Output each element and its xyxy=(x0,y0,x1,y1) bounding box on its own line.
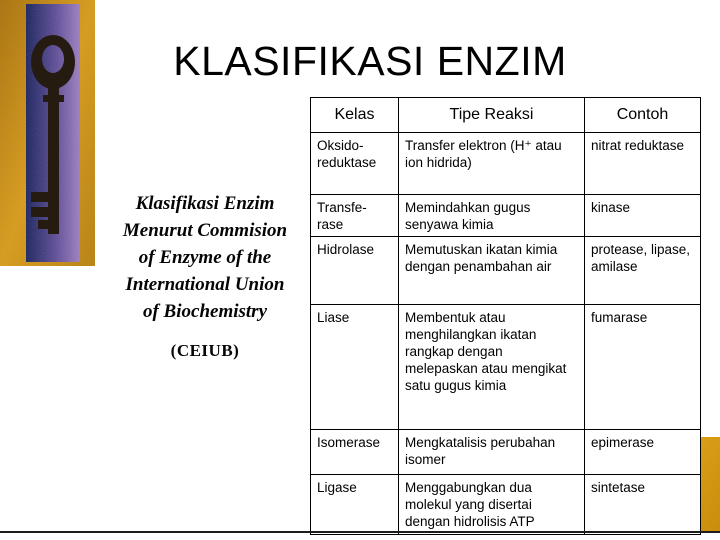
cell-tipe-reaksi: Memindahkan gugus senyawa kimia xyxy=(399,195,585,237)
bottom-divider xyxy=(0,531,720,533)
key-photo-panel xyxy=(0,0,95,266)
cell-kelas: Isomerase xyxy=(311,430,399,475)
cell-contoh: nitrat reduktase xyxy=(585,133,701,195)
caption-line: Klasifikasi Enzim xyxy=(135,193,275,214)
cell-kelas: Ligase xyxy=(311,475,399,535)
table-row xyxy=(311,475,701,535)
header-kelas: Kelas xyxy=(311,98,399,133)
page-title: KLASIFIKASI ENZIM xyxy=(173,38,567,84)
table-row xyxy=(311,237,701,305)
cell-kelas: Oksido-reduktase xyxy=(311,133,399,195)
cell-tipe-reaksi: Membentuk atau menghilangkan ikatan rangkap dengan melepaskan atau mengikat satu gugus kimia xyxy=(399,305,585,430)
key-icon xyxy=(0,0,95,266)
table-row xyxy=(311,133,701,195)
header-contoh: Contoh xyxy=(585,98,701,133)
cell-contoh: epimerase xyxy=(585,430,701,475)
caption-line: of Biochemistry xyxy=(142,301,268,322)
cell-contoh: fumarase xyxy=(585,305,701,430)
cell-tipe-reaksi: Memutuskan ikatan kimia dengan penambahan air xyxy=(399,237,585,305)
table-row xyxy=(311,195,701,237)
cell-kelas: Liase xyxy=(311,305,399,430)
caption-line: Menurut Commision xyxy=(122,220,288,241)
cell-kelas: Hidrolase xyxy=(311,237,399,305)
cell-contoh: sintetase xyxy=(585,475,701,535)
cell-contoh: protease, lipase, amilase xyxy=(585,237,701,305)
cell-contoh: kinase xyxy=(585,195,701,237)
table-header-row xyxy=(311,98,701,133)
caption-acronym: (CEIUB) xyxy=(170,341,240,360)
cell-tipe-reaksi: Menggabungkan dua molekul yang disertai dengan hidrolisis ATP xyxy=(399,475,585,535)
caption xyxy=(96,190,314,364)
table-row xyxy=(311,305,701,430)
enzyme-classification-table xyxy=(310,97,701,535)
cell-tipe-reaksi: Transfer elektron (H⁺ atau ion hidrida) xyxy=(399,133,585,195)
cell-kelas: Transfe-rase xyxy=(311,195,399,237)
caption-line: of Enzyme of the xyxy=(138,247,272,268)
cell-tipe-reaksi: Mengkatalisis perubahan isomer xyxy=(399,430,585,475)
caption-line: International Union xyxy=(125,274,285,295)
header-tipe-reaksi: Tipe Reaksi xyxy=(399,98,585,133)
table-row xyxy=(311,430,701,475)
